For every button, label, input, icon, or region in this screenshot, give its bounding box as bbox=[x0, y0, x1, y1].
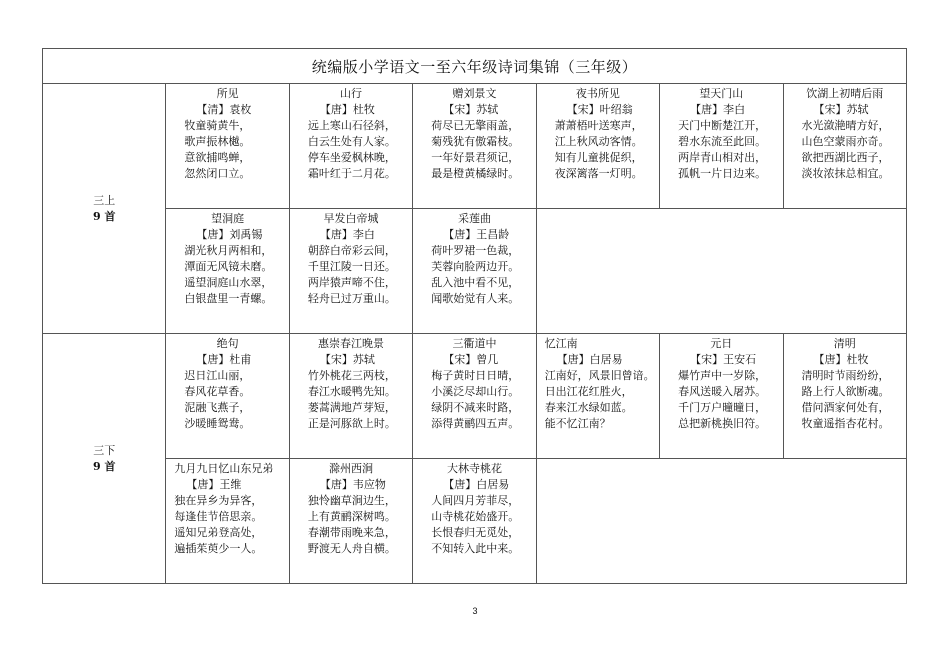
poem-line: 能不忆江南？ bbox=[544, 417, 611, 430]
poem-author: 【唐】李白 bbox=[319, 228, 375, 241]
poem-line: 山色空蒙雨亦奇。 bbox=[801, 135, 890, 148]
poem-line: 两岸猿声啼不住， bbox=[307, 276, 396, 289]
poem-cell bbox=[289, 209, 412, 334]
poem-title: 滁州西涧 bbox=[329, 462, 374, 475]
poem-author: 【宋】叶绍翁 bbox=[566, 103, 633, 116]
poem-line: 山寺桃花始盛开。 bbox=[431, 510, 520, 523]
empty-cell bbox=[536, 209, 906, 334]
poem-title: 望洞庭 bbox=[211, 212, 245, 225]
poem-cell bbox=[166, 209, 289, 334]
poem-line: 春江水暖鸭先知。 bbox=[307, 385, 396, 398]
poem-line: 芙蓉向脸两边开。 bbox=[431, 260, 520, 273]
poem-row bbox=[43, 209, 907, 334]
poem-title: 早发白帝城 bbox=[323, 212, 379, 225]
poem-line: 长恨春归无觅处， bbox=[431, 526, 520, 539]
poem-line: 荷叶罗裙一色裁， bbox=[431, 244, 520, 257]
semester-label: 三上 bbox=[93, 193, 116, 207]
poem-cell bbox=[660, 84, 783, 209]
poem-line: 乱入池中看不见， bbox=[431, 276, 520, 289]
poem-author: 【宋】苏轼 bbox=[813, 103, 869, 116]
poem-line: 蒌蒿满地芦芽短， bbox=[307, 401, 396, 414]
poem-line: 最是橙黄橘绿时。 bbox=[431, 167, 520, 180]
poem-line: 遥望洞庭山水翠， bbox=[184, 276, 273, 289]
page-number: 3 bbox=[472, 606, 478, 616]
poem-title: 惠崇春江晚景 bbox=[318, 337, 385, 350]
poem-author: 【唐】李白 bbox=[690, 103, 746, 116]
poem-line: 牧童骑黄牛， bbox=[184, 119, 251, 132]
poem-line: 牧童遥指杏花村。 bbox=[801, 417, 890, 430]
poem-line: 沙暖睡鸳鸯。 bbox=[184, 417, 251, 430]
semester-cell bbox=[43, 84, 166, 334]
poem-cell bbox=[660, 334, 783, 459]
poem-line: 忽然闭口立。 bbox=[184, 167, 251, 180]
poem-cell bbox=[289, 459, 412, 584]
empty-cell bbox=[536, 459, 906, 584]
poem-cell bbox=[413, 334, 536, 459]
poem-cell bbox=[289, 334, 412, 459]
poem-author: 【唐】白居易 bbox=[443, 478, 510, 491]
page-title: 统编版小学语文一至六年级诗词集锦（三年级） bbox=[43, 49, 907, 84]
poem-line: 夜深篱落一灯明。 bbox=[554, 167, 643, 180]
poem-author: 【宋】曾几 bbox=[443, 353, 499, 366]
poem-cell bbox=[166, 84, 289, 209]
poem-title: 忆江南 bbox=[544, 337, 578, 350]
poem-cell bbox=[536, 334, 659, 459]
poem-line: 添得黄鹂四五声。 bbox=[431, 417, 520, 430]
poem-cell bbox=[783, 334, 906, 459]
poem-line: 湖光秋月两相和， bbox=[184, 244, 273, 257]
poem-author: 【宋】苏轼 bbox=[319, 353, 375, 366]
poem-title: 九月九日忆山东兄弟 bbox=[174, 462, 274, 475]
poem-title: 大林寺桃花 bbox=[446, 462, 502, 475]
poem-line: 知有儿童挑促织， bbox=[554, 151, 643, 164]
poem-line: 野渡无人舟自横。 bbox=[307, 542, 396, 555]
poem-row bbox=[43, 459, 907, 584]
poem-line: 欲把西湖比西子， bbox=[801, 151, 890, 164]
poem-line: 独在异乡为异客， bbox=[174, 494, 263, 507]
poem-title: 山行 bbox=[340, 87, 363, 100]
poem-title: 清明 bbox=[833, 337, 856, 350]
poem-line: 孤帆一片日边来。 bbox=[678, 167, 767, 180]
poem-sheet bbox=[42, 48, 907, 584]
poem-cell bbox=[413, 84, 536, 209]
poem-line: 每逢佳节倍思亲。 bbox=[174, 510, 263, 523]
poem-cell bbox=[783, 84, 906, 209]
poem-line: 江上秋风动客情。 bbox=[554, 135, 643, 148]
poem-line: 迟日江山丽， bbox=[184, 369, 251, 382]
poem-author: 【唐】杜牧 bbox=[813, 353, 869, 366]
poem-line: 借问酒家何处有， bbox=[801, 401, 890, 414]
semester-cell bbox=[43, 334, 166, 584]
poem-line: 梅子黄时日日晴， bbox=[431, 369, 520, 382]
poem-line: 歌声振林樾。 bbox=[184, 135, 251, 148]
poem-row bbox=[43, 84, 907, 209]
poem-line: 小溪泛尽却山行。 bbox=[431, 385, 520, 398]
poem-line: 独怜幽草涧边生， bbox=[307, 494, 396, 507]
poem-line: 爆竹声中一岁除， bbox=[678, 369, 767, 382]
poem-line: 春来江水绿如蓝。 bbox=[544, 401, 633, 414]
poem-author: 【唐】杜甫 bbox=[196, 353, 252, 366]
poem-line: 千里江陵一日还。 bbox=[307, 260, 396, 273]
poem-line: 闻歌始觉有人来。 bbox=[431, 292, 520, 305]
poem-author: 【唐】刘禹锡 bbox=[196, 228, 263, 241]
poem-line: 淡妆浓抹总相宜。 bbox=[801, 167, 890, 180]
poem-line: 正是河豚欲上时。 bbox=[307, 417, 396, 430]
poem-title: 绝句 bbox=[216, 337, 239, 350]
poem-line: 碧水东流至此回。 bbox=[678, 135, 767, 148]
poem-line: 意欲捕鸣蝉， bbox=[184, 151, 251, 164]
poem-line: 远上寒山石径斜， bbox=[307, 119, 396, 132]
poem-line: 停车坐爱枫林晚， bbox=[307, 151, 396, 164]
poem-title: 所见 bbox=[216, 87, 239, 100]
poem-title: 饮湖上初晴后雨 bbox=[806, 87, 884, 100]
poem-line: 一年好景君须记， bbox=[431, 151, 520, 164]
poem-cell bbox=[536, 84, 659, 209]
poem-line: 春风花草香。 bbox=[184, 385, 251, 398]
poem-cell bbox=[413, 459, 536, 584]
poem-line: 白云生处有人家。 bbox=[307, 135, 396, 148]
semester-count: 9 首 bbox=[92, 459, 116, 473]
poem-author: 【唐】白居易 bbox=[556, 353, 623, 366]
poem-line: 霜叶红于二月花。 bbox=[307, 167, 396, 180]
poem-title: 赠刘景文 bbox=[452, 87, 497, 100]
poem-line: 白银盘里一青螺。 bbox=[184, 292, 273, 305]
poem-line: 潭面无风镜未磨。 bbox=[184, 260, 273, 273]
poem-line: 朝辞白帝彩云间， bbox=[307, 244, 396, 257]
poem-line: 轻舟已过万重山。 bbox=[307, 292, 396, 305]
poem-cell bbox=[413, 209, 536, 334]
poem-title: 采莲曲 bbox=[457, 212, 491, 225]
poem-cell bbox=[166, 459, 289, 584]
poem-author: 【清】袁枚 bbox=[196, 103, 252, 116]
poem-title: 夜书所见 bbox=[575, 87, 620, 100]
poem-line: 泥融飞燕子， bbox=[184, 401, 251, 414]
poem-line: 菊残犹有傲霜枝。 bbox=[431, 135, 520, 148]
poem-line: 日出江花红胜火， bbox=[544, 385, 633, 398]
poem-line: 清明时节雨纷纷， bbox=[801, 369, 890, 382]
semester-label: 三下 bbox=[93, 443, 116, 457]
poem-line: 绿阴不减来时路， bbox=[431, 401, 520, 414]
poem-title: 三衢道中 bbox=[452, 337, 497, 350]
poem-line: 春风送暖入屠苏。 bbox=[678, 385, 767, 398]
poem-line: 上有黄鹂深树鸣。 bbox=[307, 510, 396, 523]
poem-line: 总把新桃换旧符。 bbox=[678, 417, 767, 430]
poem-cell bbox=[289, 84, 412, 209]
poem-line: 天门中断楚江开， bbox=[678, 119, 767, 132]
poem-table bbox=[42, 48, 907, 584]
poem-line: 路上行人欲断魂。 bbox=[801, 385, 890, 398]
poem-line: 春潮带雨晚来急， bbox=[307, 526, 396, 539]
poem-line: 人间四月芳菲尽， bbox=[431, 494, 520, 507]
poem-line: 萧萧梧叶送寒声， bbox=[554, 119, 643, 132]
poem-author: 【唐】王维 bbox=[186, 478, 242, 491]
poem-line: 竹外桃花三两枝， bbox=[307, 369, 396, 382]
poem-author: 【唐】王昌龄 bbox=[443, 228, 510, 241]
poem-line: 千门万户曈曈日， bbox=[678, 401, 767, 414]
poem-line: 两岸青山相对出， bbox=[678, 151, 767, 164]
poem-cell bbox=[166, 334, 289, 459]
poem-line: 水光潋滟晴方好， bbox=[801, 119, 890, 132]
poem-title: 元日 bbox=[710, 337, 733, 350]
poem-line: 遍插茱萸少一人。 bbox=[174, 542, 263, 555]
poem-row bbox=[43, 334, 907, 459]
poem-author: 【唐】韦应物 bbox=[319, 478, 386, 491]
poem-author: 【唐】杜牧 bbox=[319, 103, 375, 116]
poem-line: 荷尽已无擎雨盖， bbox=[431, 119, 520, 132]
poem-line: 遥知兄弟登高处， bbox=[174, 526, 263, 539]
semester-count: 9 首 bbox=[92, 209, 116, 223]
poem-title: 望天门山 bbox=[699, 87, 744, 100]
poem-line: 江南好，风景旧曾谙。 bbox=[544, 369, 655, 382]
poem-line: 不知转入此中来。 bbox=[431, 542, 520, 555]
poem-author: 【宋】王安石 bbox=[690, 353, 757, 366]
poem-author: 【宋】苏轼 bbox=[443, 103, 499, 116]
